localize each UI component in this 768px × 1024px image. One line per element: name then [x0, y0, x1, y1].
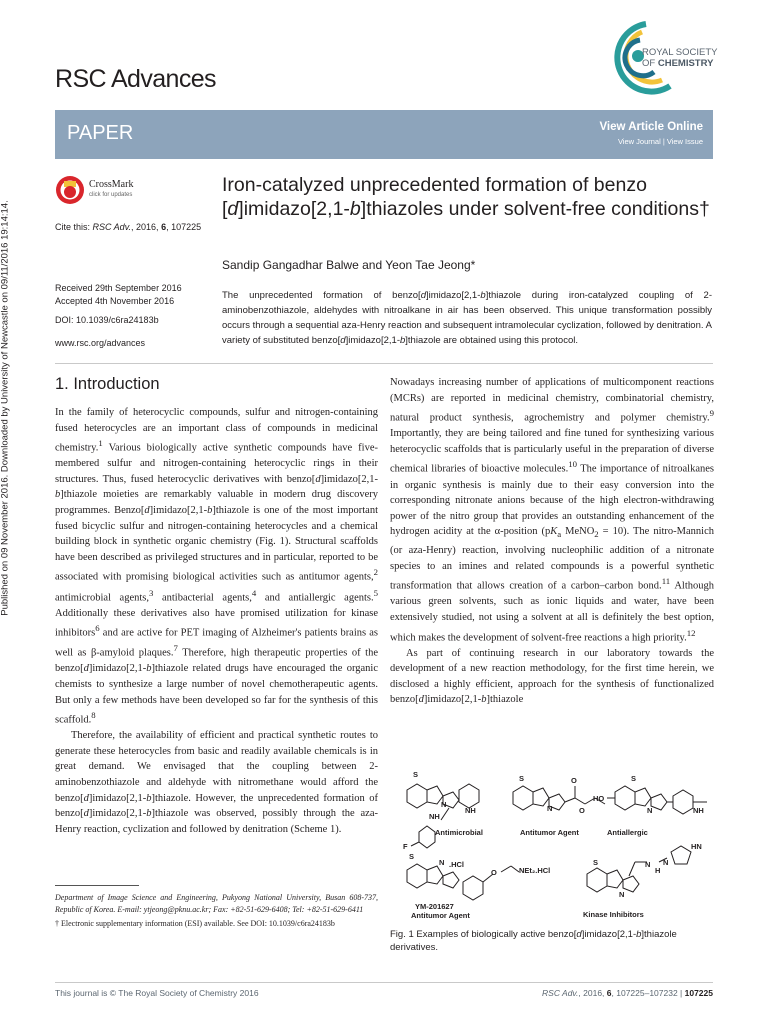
- article-dates: Received 29th September 2016 Accepted 4th November 2016: [55, 283, 182, 306]
- atom-label: NH: [429, 812, 440, 821]
- crossmark-badge[interactable]: [55, 175, 165, 207]
- atom-label: N: [441, 800, 447, 809]
- section-heading: 1. Introduction: [55, 375, 160, 393]
- crossmark-label: CrossMark: [89, 179, 134, 190]
- esi-footnote[interactable]: † Electronic supplementary information (ESI) available. See DOI: 10.1039/c6ra24183b: [55, 919, 335, 928]
- journal-title[interactable]: RSC Advances: [55, 65, 216, 93]
- atom-label: HO: [593, 794, 605, 803]
- author-list[interactable]: Sandip Gangadhar Balwe and Yeon Tae Jeong*: [222, 258, 476, 272]
- citation-line: Cite this: RSC Adv., 2016, 6, 107225: [55, 222, 202, 232]
- atom-label: N: [663, 858, 669, 867]
- download-notice: Published on 09 November 2016. Downloaded by University of Newcastle on 09/11/2016 19:14:14.: [0, 200, 11, 616]
- footer-copyright: This journal is © The Royal Society of Chemistry 2016: [55, 988, 259, 998]
- structure-label: Antimicrobial: [435, 828, 483, 837]
- footer-pagination: RSC Adv., 2016, 6, 107225–107232 | 107225: [542, 988, 713, 998]
- figure-caption: Fig. 1 Examples of biologically active benzo[d]imidazo[2,1-b]thiazole derivatives.: [390, 929, 677, 953]
- affiliation-footnote: Department of Image Science and Engineering, Pukyong National University, Busan 608-737, Republic of Korea. E-mail: ytjeong@pknu.ac.kr; Fax: +82-51-629-6408; Tel: +82-51-629-6411: [55, 893, 378, 914]
- article-type-banner: [55, 110, 713, 159]
- footnotes: [55, 892, 378, 930]
- paragraph: Therefore, the availability of efficient and practical synthetic routes to generate these heterocycles from basic and readily available chemicals is in great demand. We envisaged that the coupling between 2-aminobenzothiazole and aldehyde with nitromethane would afford the benzo[d]imidazo[2,1-b]thiazole. However, the unprecedented formation of benzo[d]imidazo[2,1-b]thiazole was observed, possibly through the aza-Henry reaction, cyclization and followed by denitration (Scheme 1).: [55, 730, 378, 835]
- body-column-right: [390, 375, 714, 708]
- figure-1: [393, 762, 713, 922]
- structure-label: Kinase Inhibitors: [583, 910, 644, 919]
- atom-label: O: [571, 776, 577, 785]
- atom-label: NH: [465, 806, 476, 815]
- structure-label: Antitumor Agent: [520, 828, 579, 837]
- article-title: Iron-catalyzed unprecedented formation of benzo [d]imidazo[2,1-b]thiazoles under solvent-free conditions†: [222, 174, 710, 220]
- paragraph: As part of continuing research in our laboratory towards the development of a new reaction methodology, for the first time herein, we disclosed a highly efficient, approach for the synthesis of functionalized benzo[d]imidazo[2,1-b]thiazole: [390, 647, 714, 706]
- atom-label: N: [619, 890, 625, 899]
- atom-label: N: [439, 858, 445, 867]
- footer-divider: [55, 982, 713, 983]
- footnote-divider: [55, 885, 139, 886]
- paragraph: In the family of heterocyclic compounds, sulfur and nitrogen-containing fused heterocycles are an important class of compounds in medicinal chemistry.$^1$ Various biologically active synthetic compounds have five-membered sulfur and nitrogen-containing heterocyclic rings in their structures. Thus, fused heterocyclic derivatives with benzo[d]imidazo[2,1-b]thiazole moieties are remarkably valuable in modern drug discovery programmes. Benzo[d]imidazo[2,1-b]thiazole is one of the most important fused bicyclic sulfur and nitrogen-containing heterocycles and a chemical building block in synthetic organic chemistry (Fig. 1). Structural scaffolds have been described as privileged structures and in particular, reported to be associated with promising biological activities such as antitumor agents,$^2$ antimicrobial agents,$^3$ antibacterial agents,$^4$ and antiallergic agents.$^5$ Additionally these derivatives also have promised utilization for kinase inhibitors$^6$ and are active for PET imaging of Alzheimer's patients brains as well as β-amyloid plaques.$^7$ Therefore, high therapeutic properties of the benzo[d]imidazo[2,1-b]thiazole related drugs have encouraged the organic chemists to synthesize a large number of novel chemotherapeutic agents. But only a few methods have been developed so far for the synthesis of this scaffold.$^8$: [55, 407, 378, 726]
- rsc-logo-text: ROYAL SOCIETY OF CHEMISTRY: [642, 47, 718, 69]
- paragraph: Nowadays increasing number of applications of multicomponent reactions (MCRs) are reported in medicinal chemistry, combinatorial chemistry, natural product synthesis, agrochemistry and polymer chemistry.$^9$ Importantly, they are being tailored and fine tuned for synthesizing various heterocyclic scaffolds that is particularly useful in the preparation of diverse chemical libraries of bioactive molecules.$^{10}$ The importance of nitroalkanes in organic synthesis is mainly due to their easy conversion into the corresponding nitronate anions because of the high electron-withdrawing power of the nitro group that provides an outstanding enhancement of the hydrogen acidity at the α-position ($pK_a$ MeNO$_2$ = 10). The nitro-Mannich (or aza-Henry) reaction, involving nucleophilic addition of a nitronate species to an imines and related compounds is a powerful synthetic transformation that allows creation of a carbon–carbon bond.$^{11}$ Although various green solvents, such as ionic liquids and water, have been extensively studied, not using a solvent at all is definitely the best option, which makes the development of solvent-free reactions a high priority.$^{12}$: [390, 377, 714, 643]
- atom-label: S: [519, 774, 525, 783]
- atom-label: NH: [693, 806, 704, 815]
- atom-label: N: [647, 806, 653, 815]
- abstract: The unprecedented formation of benzo[d]imidazo[2,1-b]thiazole during iron-catalyzed coupling of 2-aminobenzothiazole, aldehydes with nitroalkane in air has been observed. This unique transformation possibly occurs through a sequential aza-Henry reaction and subsequent intramolecular cyclization, followed by denitration. A variety of substituted benzo[d]imidazo[2,1-b]thiazole are obtained using this protocol.: [222, 290, 712, 346]
- structure-label: Antiallergic: [607, 828, 648, 837]
- atom-label: F: [403, 842, 408, 851]
- atom-label: H: [655, 866, 661, 875]
- article-doi[interactable]: DOI: 10.1039/c6ra24183b: [55, 315, 159, 325]
- view-article-online-link[interactable]: View Article Online: [599, 121, 703, 133]
- atom-label: S: [409, 852, 415, 861]
- view-journal-issue-links[interactable]: View Journal | View Issue: [617, 137, 703, 146]
- atom-label: N: [547, 804, 553, 813]
- atom-label: O: [579, 806, 585, 815]
- article-type-label: PAPER: [67, 122, 134, 144]
- structure-label: Antitumor Agent: [411, 911, 470, 920]
- atom-label: N: [645, 860, 651, 869]
- crossmark-icon: [55, 175, 85, 205]
- crossmark-sub: click for updates: [89, 192, 133, 198]
- atom-label: HN: [691, 842, 702, 851]
- atom-label: S: [631, 774, 637, 783]
- atom-label: S: [593, 858, 599, 867]
- structure-label: YM-201627: [415, 902, 454, 911]
- atom-label: S: [413, 770, 419, 779]
- body-column-left: [55, 405, 378, 837]
- atom-label: .HCl: [449, 860, 464, 869]
- journal-url[interactable]: www.rsc.org/advances: [55, 338, 146, 348]
- atom-label: O: [491, 868, 497, 877]
- figure-1-structures: [393, 762, 713, 922]
- header-divider: [55, 363, 713, 364]
- atom-label: NEt₂.HCl: [519, 866, 551, 875]
